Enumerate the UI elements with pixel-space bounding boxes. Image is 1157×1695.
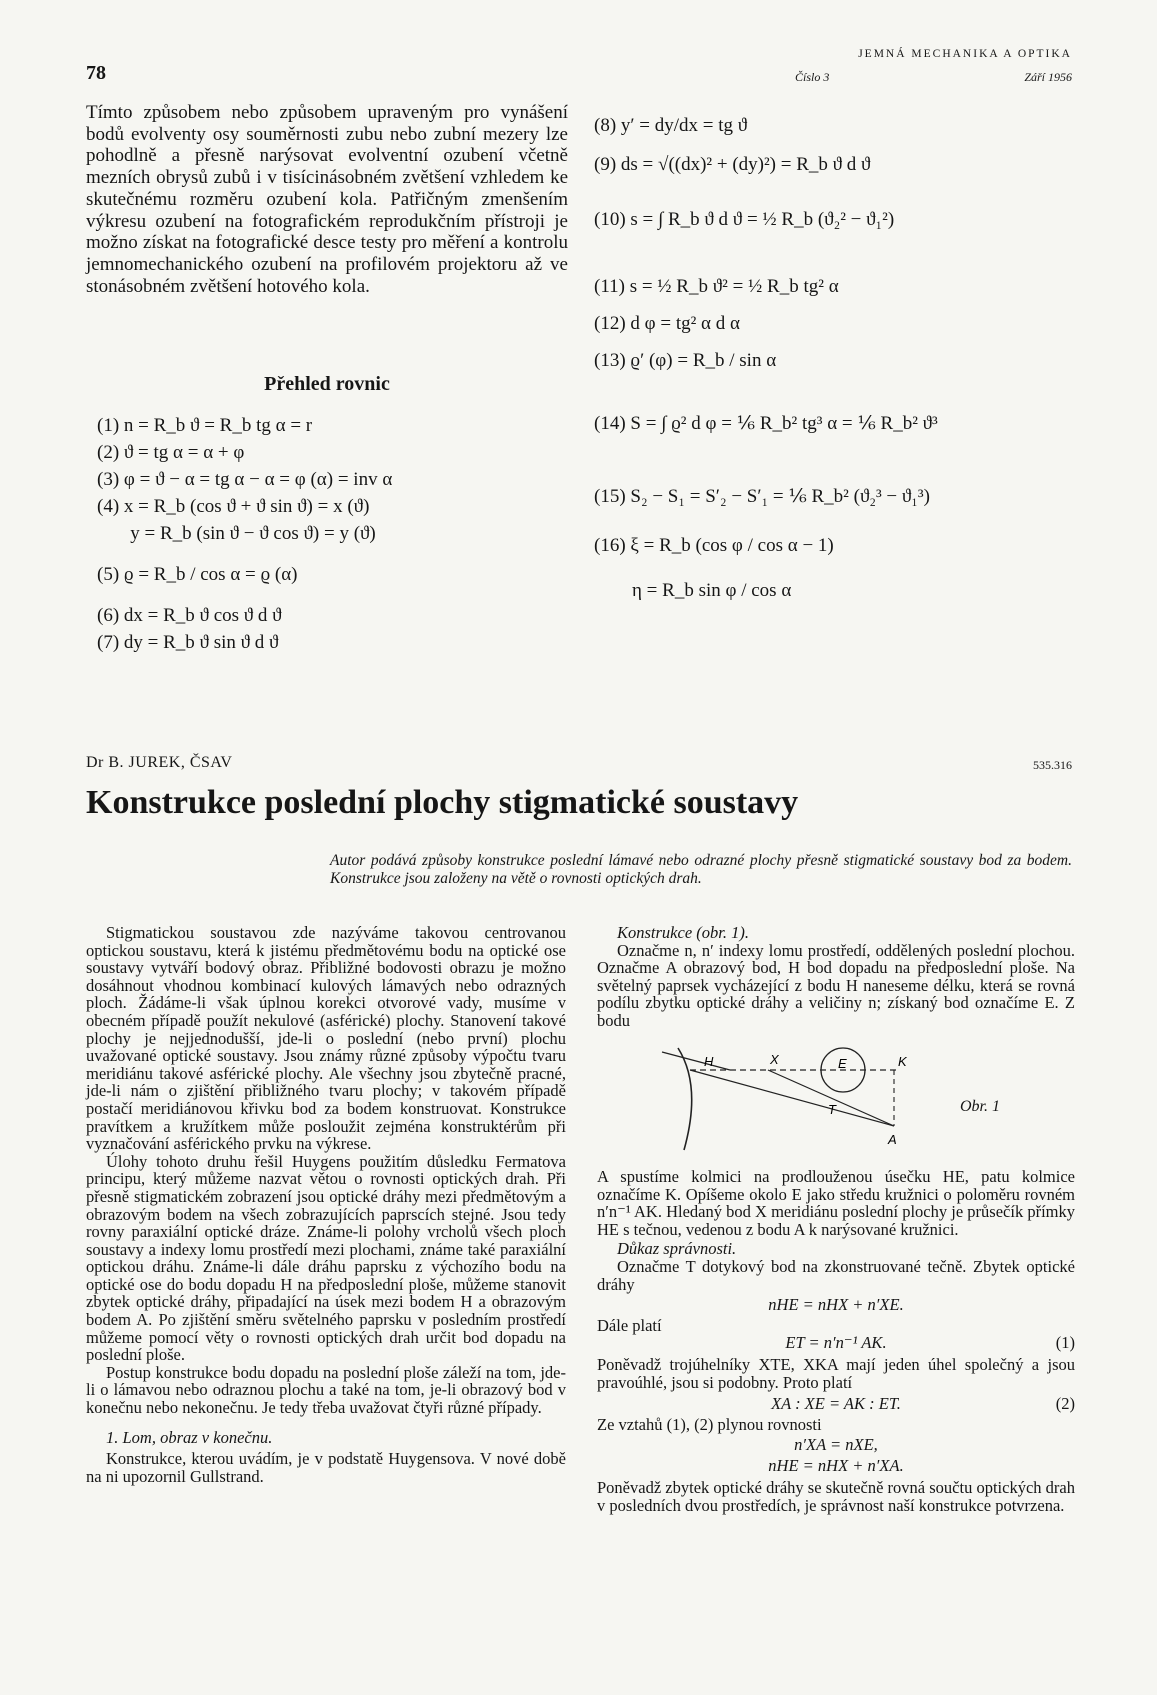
paragraph: Konstrukce, kterou uvádím, je v podstatě Huygensova. V nové době na ni upozornil Gullstrand. bbox=[86, 1449, 566, 1486]
equation-9: (9) ds = √((dx)² + (dy)²) = R_b ϑ d ϑ bbox=[594, 154, 871, 175]
article-title: Konstrukce poslední plochy stigmatické soustavy bbox=[86, 784, 799, 821]
paragraph: Označme n, n′ indexy lomu prostředí, oddělených poslední plochou. Označme A obrazový bod, H bod dopadu na předposlední ploše. Na světelný paprsek vycházející z bodu H naneseme délku, která se rovná podílu zbytku optické dráhy a veličiny n; získaný bod označíme E. Z bodu bbox=[597, 940, 1075, 1030]
paragraph: A spustíme kolmici na prodlouženou úsečku HE, patu kolmice označíme K. Opíšeme okolo E jako středu kružnici o poloměru rovném n′n⁻¹ AK. Hledaný bod X meridiánu poslední plochy je průsečík přímky HE s tečnou, vedenou z bodu A k narýsované kružnici. bbox=[597, 1167, 1075, 1239]
equations-title: Přehled rovnic bbox=[264, 373, 390, 395]
subheading: Konstrukce (obr. 1). bbox=[617, 923, 749, 942]
issue-number: Číslo 3 bbox=[795, 70, 830, 84]
label-x: X bbox=[770, 1052, 779, 1067]
equation-3: (3) φ = ϑ − α = tg α − α = φ (α) = inv α bbox=[97, 469, 393, 490]
incident-ray bbox=[662, 1052, 730, 1070]
equations-right bbox=[594, 112, 938, 604]
equation-2: (2) ϑ = tg α = α + φ bbox=[97, 442, 245, 463]
paragraph: Poněvadž zbytek optické dráhy se skutečně rovná součtu optických drah v posledních dvou prostředích, je správnost naší konstrukce potvrzena. bbox=[597, 1478, 1075, 1515]
label-h: H bbox=[704, 1054, 714, 1069]
paragraph: Poněvadž trojúhelníky XTE, XKA mají jeden úhel společný a jsou pravoúhlé, jsou si podobny. Proto platí bbox=[597, 1355, 1075, 1392]
equation-c: XA : XE = AK : ET. bbox=[771, 1393, 901, 1413]
equation-4x: (4) x = R_b (cos ϑ + ϑ sin ϑ) = x (ϑ) bbox=[97, 496, 370, 517]
equation-number: (1) bbox=[1055, 1333, 1075, 1353]
label-a: A bbox=[888, 1132, 897, 1147]
equation-16b: η = R_b sin φ / cos α bbox=[594, 580, 792, 601]
label-t: T bbox=[828, 1102, 836, 1117]
equation-number: (2) bbox=[1055, 1393, 1075, 1413]
equation-row bbox=[597, 1392, 1075, 1416]
article-abstract: Autor podává způsoby konstrukce poslední lámavé nebo odrazné plochy přesně stigmatické soustavy bod za bodem. Konstrukce jsou založeny na větě o rovnosti optických drah. bbox=[330, 852, 1072, 887]
equation-11: (11) s = ½ R_b ϑ² = ½ R_b tg² α bbox=[594, 276, 839, 297]
equation-8: (8) y′ = dy/dx = tg ϑ bbox=[594, 115, 748, 136]
equation-a: nHE = nHX + n′XE. bbox=[768, 1295, 904, 1315]
paragraph: Dále platí bbox=[597, 1315, 662, 1335]
equation-13: (13) ϱ′ (φ) = R_b / sin α bbox=[594, 350, 777, 371]
equation-12: (12) d φ = tg² α d α bbox=[594, 313, 740, 334]
column-left bbox=[86, 924, 566, 1485]
equation-10: (10) s = ∫ R_b ϑ d ϑ = ½ R_b (ϑ₂² − ϑ₁²) bbox=[594, 209, 895, 230]
equation-4y: y = R_b (sin ϑ − ϑ cos ϑ) = y (ϑ) bbox=[97, 523, 376, 544]
column-right-continued bbox=[597, 1168, 1075, 1515]
paragraph: Označme T dotykový bod na zkonstruované tečně. Zbytek optické dráhy bbox=[597, 1256, 1075, 1294]
equation-14: (14) S = ∫ ϱ² d φ = ⅙ R_b² tg³ α = ⅙ R_b² ϑ³ bbox=[594, 413, 938, 434]
journal-name: JEMNÁ MECHANIKA A OPTIKA bbox=[858, 48, 1072, 60]
issue-date: Září 1956 bbox=[1024, 70, 1072, 84]
intro-paragraph: Tímto způsobem nebo způsobem upraveným pro vynášení bodů evolventy osy souměrnosti zubu nebo zubní mezery lze pohodlně a přesně narýsovat evolventní ozubení včetně mezních obrysů zubů i v tisícinásobném zvětšení vzhledem ke skutečnému rozměru ozubení kola. Patřičným zmenšením výkresu ozubení na fotografickém reprodukčním přístroji je možno získat na fotografické desce testy pro měření a kontrolu jemnomechanického ozubení na profilovém projektoru až ve stonásobném zvětšení hotového kola. bbox=[86, 102, 568, 297]
refracting-surface-curve bbox=[678, 1048, 692, 1150]
equation-6: (6) dx = R_b ϑ cos ϑ d ϑ bbox=[97, 605, 282, 626]
label-k: K bbox=[898, 1054, 907, 1069]
section-heading: 1. Lom, obraz v konečnu. bbox=[106, 1427, 273, 1447]
equation-5: (5) ϱ = R_b / cos α = ϱ (α) bbox=[97, 564, 298, 585]
equations-left bbox=[97, 412, 392, 656]
tangent-line bbox=[768, 1070, 894, 1126]
figure-1-diagram bbox=[660, 1046, 930, 1158]
equation-b: ET = n′n⁻¹ AK. bbox=[785, 1333, 887, 1353]
figure-caption: Obr. 1 bbox=[960, 1098, 1001, 1115]
paragraph: Stigmatickou soustavou zde nazýváme takovou centrovanou optickou soustavu, která k jistému předmětovému bodu na optické ose soustavy vytváří bodový obraz. Přibližné bodovosti obrazu je možno dosáhnout vhodnou kombinací kulových lámavých nebo odrazných ploch. Žádáme-li však úplnou korekci otvorové vady, musíme v obecném případě použít nekulové (asférické) plochy. Stanovení takové plochy je nejjednodušší, jde-li o poslední (nebo první) plochu uvažované optické soustavy. Jsou známy různé způsoby výpočtu tvaru meridiánu takové asférické plochy. Ale všechny jsou zbytečně pracné, jde-li nám o zjištění přibližného tvaru plochy; v takovém případě postačí meridiánovou křivku bod za bodem konstruovat. Konstrukce pravítkem a kružítkem může posloužit zejména konstruktérům při vyznačování asférického prvku na výkrese. bbox=[86, 923, 566, 1154]
label-e: E bbox=[838, 1056, 847, 1071]
paragraph: Úlohy tohoto druhu řešil Huygens použitím důsledku Fermatova principu, který můžeme nazvat větou o rovnosti optických drah. Při přesně stigmatickém zobrazení jsou optické dráhy mezi předmětovým a obrazovým bodem na všech zobrazujících paprscích stejné. Jsou tedy rovny paraxiální optické dráze. Známe-li polohy vrcholů všech ploch soustavy a indexy lomu prostředí mezi plochami, známe také paraxiální optickou dráhu. Známe-li dále dráhu paprsku z výchozího bodu na optické ose do bodu dopadu H na předposlední ploše, můžeme stanovit zbytek optické dráhy, připadající na úsek mezi bodem H a obrazovým bodem A. Po zjištění směru světelného paprsku v posledním prostředí můžeme pomocí věty o rovnosti optických drah určit bod dopadu na poslední ploše. bbox=[86, 1151, 566, 1365]
paragraph: Ze vztahů (1), (2) plynou rovnosti bbox=[597, 1414, 822, 1434]
paragraph: Postup konstrukce bodu dopadu na poslední ploše záleží na tom, jde-li o lámavou nebo odraznou plochu a také na tom, je-li obrazový bod v konečnu nebo nekonečnu. Je tedy třeba uvažovat čtyři různé případy. bbox=[86, 1362, 566, 1418]
equation-row bbox=[597, 1334, 1075, 1356]
equation-d: n′XA = nXE, bbox=[794, 1435, 878, 1455]
equation-16: (16) ξ = R_b (cos φ / cos α − 1) bbox=[594, 535, 834, 556]
page-number: 78 bbox=[86, 62, 106, 84]
udc-number: 535.316 bbox=[1033, 758, 1072, 772]
equation-1: (1) n = R_b ϑ = R_b tg α = r bbox=[97, 415, 313, 436]
column-right bbox=[597, 924, 1075, 1030]
equation-7: (7) dy = R_b ϑ sin ϑ d ϑ bbox=[97, 632, 279, 653]
subheading: Důkaz správnosti. bbox=[617, 1239, 737, 1259]
equation-15: (15) S₂ − S₁ = S′₂ − S′₁ = ⅙ R_b² (ϑ₂³ − ϑ₁³) bbox=[594, 486, 930, 507]
equation-e: nHE = nHX + n′XA. bbox=[768, 1455, 904, 1475]
article-author: Dr B. JUREK, ČSAV bbox=[86, 754, 233, 771]
